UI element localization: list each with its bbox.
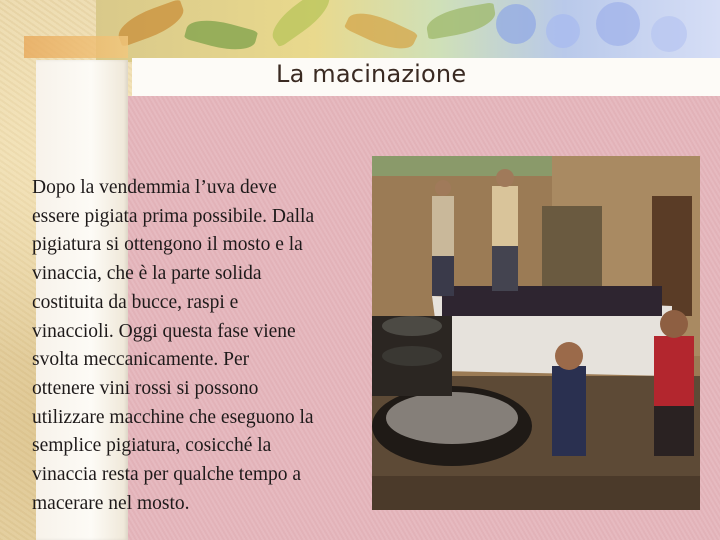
leaf-decoration xyxy=(424,2,497,40)
flower-decoration xyxy=(651,16,687,52)
flower-decoration xyxy=(596,2,640,46)
decorative-banner xyxy=(96,0,720,62)
leaf-decoration xyxy=(344,4,418,57)
title-box xyxy=(132,58,720,96)
banner-strip xyxy=(24,36,128,58)
grape-crushing-photo xyxy=(372,156,700,510)
leaf-decoration xyxy=(184,13,258,56)
flower-decoration xyxy=(546,14,580,48)
flower-decoration xyxy=(496,4,536,44)
slide-body-text: Dopo la vendemmia l’uva deve essere pigiata prima possibile. Dalla pigiatura si ottengono il mosto e la vinaccia, che è la parte solida costituita da bucce, raspi e vinaccioli. Oggi questa fase viene svolta meccanicamente. Per ottenere vini rossi si possono utilizzare macchine che eseguono la semplice pigiatura, cosicché la vinaccia resta per qualche tempo a macerare nel mosto. xyxy=(32,177,315,514)
slide-title: La macinazione xyxy=(276,60,467,88)
leaf-decoration xyxy=(265,0,337,48)
